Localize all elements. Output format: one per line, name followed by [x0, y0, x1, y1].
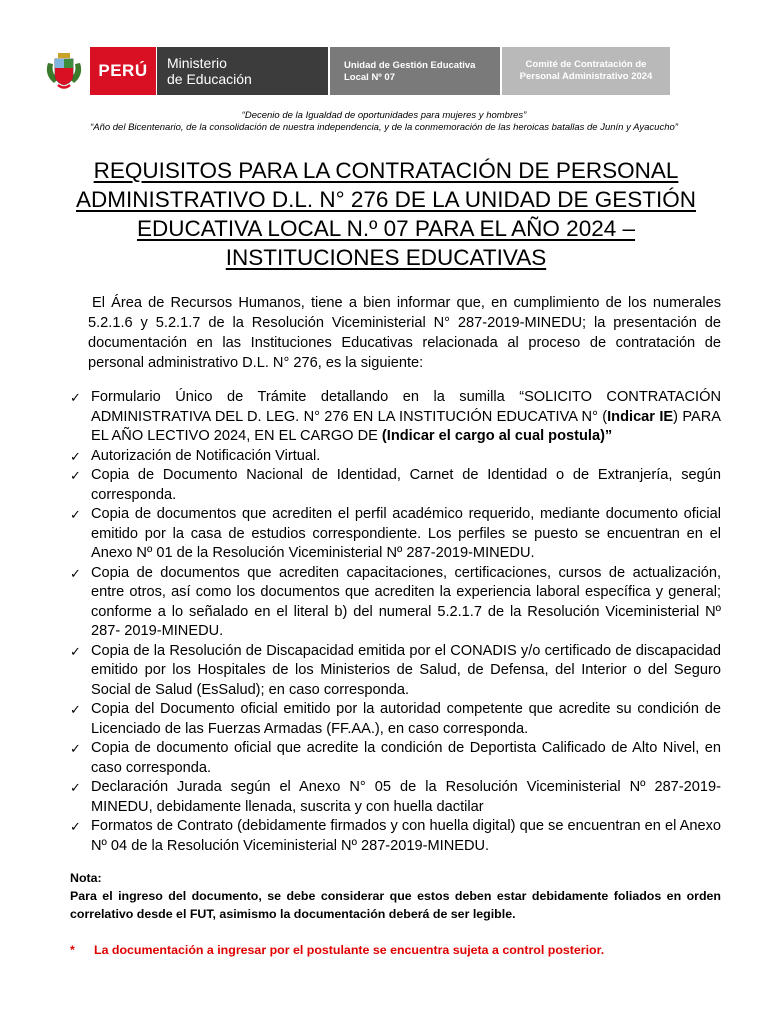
header-banner	[40, 47, 670, 95]
note-section	[70, 869, 721, 923]
checkmark-icon: ✓	[70, 448, 81, 464]
ministry-logo-box	[156, 47, 328, 95]
country-label: PERÚ	[98, 61, 148, 80]
intro-paragraph: El Área de Recursos Humanos, tiene a bien informar que, en cumplimiento de los numerales 5.2.1.6 y 5.2.1.7 de la Resolución Viceministerial N° 287-2019-MINEDU; la presentación de documentación en las Instituciones Educativas relacionada al proceso de contratación de personal administrativo D.L. N° 276, es la siguiente:	[88, 295, 721, 371]
list-item	[70, 466, 721, 505]
list-item	[70, 817, 721, 856]
control-warning-text: La documentación a ingresar por el postulante se encuentra sujeta a control posterior.	[94, 943, 605, 957]
requirement-text: Copia de Documento Nacional de Identidad, Carnet de Identidad o de Extranjería, según corresponda.	[91, 467, 721, 503]
checkmark-icon: ✓	[70, 390, 81, 405]
checkmark-icon: ✓	[70, 565, 81, 581]
requirement-text: Copia de documento oficial que acredite la condición de Deportista Calificado de Alto Nivel, en caso corresponda.	[91, 740, 721, 776]
requirement-text: Copia de la Resolución de Discapacidad emitida por el CONADIS y/o certificado de discapacidad emitido por los Hospitales de los Ministerios de Salud, de Defensa, del Interior o del Seguro Social de Salud (EsSalud); en caso corresponda.	[91, 642, 721, 698]
list-item	[70, 700, 721, 739]
checkmark-icon: ✓	[70, 741, 81, 756]
note-label: Nota:	[70, 871, 102, 885]
requirement-text: Formulario Único de Trámite detallando en la sumilla “SOLICITO CONTRATACIÓN ADMINISTRATIVA DEL D. LEG. N° 276 EN LA INSTITUCIÓN EDUCATIVA N° (	[91, 389, 721, 425]
requirement-text: Formatos de Contrato (debidamente firmados y con huella digital) que se encuentran en el Anexo Nº 04 de la Resolución Viceministerial Nº 287-2019-MINEDU.	[91, 818, 721, 854]
requirement-text: Copia de documentos que acrediten capacitaciones, certificaciones, cursos de actualización, entre otros, así como los documentos que acrediten la experiencia laboral específica y general; conforme a lo señalado en el literal b) del numeral 5.2.1.7 de la Resolución Viceministerial Nº 287- 2019-MINEDU.	[91, 564, 721, 639]
checkmark-icon: ✓	[70, 702, 81, 717]
list-item	[70, 447, 721, 467]
checkmark-icon: ✓	[70, 643, 81, 659]
list-item	[70, 564, 721, 642]
requirement-emphasis: (Indicar el cargo al cual postula)”	[381, 428, 613, 444]
requirements-list	[70, 388, 721, 856]
requirement-text: Autorización de Notificación Virtual.	[91, 447, 321, 464]
requirement-emphasis: Indicar IE	[607, 408, 674, 425]
requirement-text: Copia del Documento oficial emitido por la autoridad competente que acredite su condición de Licenciado de las Fuerzas Armadas (FF.AA.), en caso corresponda.	[91, 701, 721, 737]
checkmark-icon: ✓	[70, 507, 81, 522]
slogan-year: “Año del Bicentenario, de la consolidación de nuestra independencia, y de la conmemoración de las heroicas batallas de Junín y Ayacucho”	[90, 122, 678, 133]
checkmark-icon: ✓	[70, 819, 81, 834]
official-slogans	[0, 110, 768, 134]
document-title: REQUISITOS PARA LA CONTRATACIÓN DE PERSONAL ADMINISTRATIVO D.L. N° 276 DE LA UNIDAD DE GESTIÓN EDUCATIVA LOCAL N.º 07 PARA EL AÑO 2024 – INSTITUCIONES EDUCATIVAS	[76, 158, 696, 270]
asterisk-marker: *	[70, 943, 75, 957]
list-item	[70, 739, 721, 778]
peru-coat-of-arms-icon	[40, 47, 88, 95]
peru-logo-box	[90, 47, 156, 95]
list-item	[70, 778, 721, 817]
requirement-text: ) PARA EL AÑO LECTIVO 2024, EN EL CARGO DE	[91, 408, 721, 444]
checkmark-icon: ✓	[70, 468, 81, 483]
ministry-label: Ministerio de Educación	[167, 55, 252, 87]
control-warning	[70, 941, 721, 959]
requirement-text: Declaración Jurada según el Anexo N° 05 de la Resolución Viceministerial Nº 287-2019-MINEDU, debidamente llenada, suscrita y con huella dactilar	[91, 779, 721, 815]
slogan-decade: “Decenio de la Igualdad de oportunidades para mujeres y hombres”	[241, 110, 527, 121]
list-item	[70, 642, 721, 701]
checkmark-icon: ✓	[70, 780, 81, 795]
requirement-text: Copia de documentos que acrediten el perfil académico requerido, mediante documento oficial emitido por la casa de estudios correspondiente. Los perfiles se puesto se encuentran en el Anexo Nº 01 de la Resolución Viceministerial Nº 287-2019-MINEDU.	[91, 506, 721, 561]
list-item	[70, 505, 721, 564]
committee-label-box: Comité de Contratación de Personal Administrativo 2024	[502, 47, 670, 95]
list-item	[70, 388, 721, 447]
note-text: Para el ingreso del documento, se debe considerar que estos deben estar debidamente foliados en orden correlativo desde el FUT, asimismo la documentación deberá de ser legible.	[70, 889, 721, 921]
unit-label-box: Unidad de Gestión Educativa Local Nº 07	[330, 47, 500, 95]
